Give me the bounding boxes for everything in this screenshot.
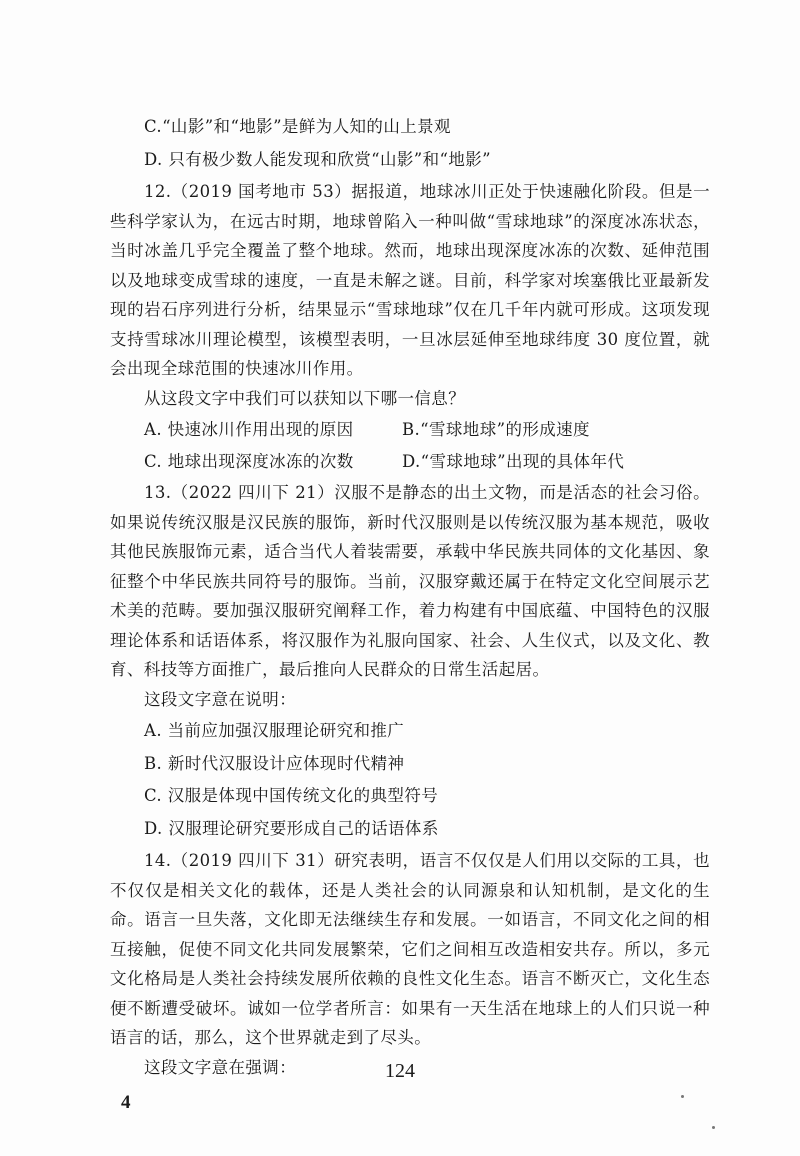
q12-option-b: B.“雪球地球”的形成速度: [402, 420, 590, 439]
question-14-text: 14.（2019 四川下 31）研究表明，语言不仅仅是人们用以交际的工具，也不仅仅是相关文化的载体，还是人类社会的认同源泉和认知机制，是文化的生命。语言一旦失落，文化即无法继续生存和发展。一如语言，不同文化之间的相互接触，促使不同文化共同发展繁荣，它们之间相互改造相安共存。所以，多元文化格局是人类社会持续发展所依赖的良性文化生态。语言不断灭亡，文化生态便不断遭受破坏。诚如一位学者所言：如果有一天生活在地球上的人们只说一种语言的话，那么，这个世界就走到了尽头。: [110, 851, 710, 1047]
scan-speck: [712, 1126, 715, 1129]
q13-option-c: C. 汉服是体现中国传统文化的典型符号: [144, 786, 439, 805]
question-13-text: 13.（2022 四川下 21）汉服不是静态的出土文物，而是活态的社会习俗。如果说传统汉服是汉民族的服饰，新时代汉服则是以传统汉服为基本规范，吸收其他民族服饰元素，适合当代人着装需要，承载中华民族共同体的文化基因、象征整个中华民族共同符号的服饰。当前，汉服穿戴还属于在特定文化空间展示艺术美的范畴。要加强汉服研究阐释工作，着力构建有中国底蕴、中国特色的汉服理论体系和话语体系，将汉服作为礼服向国家、社会、人生仪式，以及文化、教育、科技等方面推广，最后推向人民群众的日常生活起居。: [110, 483, 710, 679]
q12-option-d: D.“雪球地球”出现的具体年代: [402, 451, 625, 471]
page-number: 124: [385, 1060, 415, 1082]
q11-option-d: D. 只有极少数人能发现和欣赏“山影”和“地影”: [144, 149, 491, 169]
q13-option-d: D. 汉服理论研究要形成自己的话语体系: [144, 818, 439, 838]
scan-speck: [681, 1095, 684, 1098]
question-13-stem: 这段文字意在说明：: [144, 689, 297, 709]
q13-option-a: A. 当前应加强汉服理论研究和推广: [144, 721, 405, 740]
page-body: [110, 112, 710, 1084]
question-12-text: 12.（2019 国考地市 53）据报道，地球冰川正处于快速融化阶段。但是一些科学家认为，在远古时期，地球曾陷入一种叫做“雪球地球”的深度冰冻状态，当时冰盖几乎完全覆盖了整个地球。然而，地球出现深度冰冻的次数、延伸范围以及地球变成雪球的速度，一直是未解之谜。目前，科学家对埃塞俄比亚最新发现的岩石序列进行分析，结果显示“雪球地球”仅在几千年内就可形成。这项发现支持雪球冰川理论模型，该模型表明，一旦冰层延伸至地球纬度 30 度位置，就会出现全球范围的快速冰川作用。: [110, 182, 710, 378]
q12-option-c: C. 地球出现深度冰冻的次数: [144, 451, 354, 471]
question-14-stem: 这段文字意在强调：: [144, 1057, 297, 1077]
corner-mark: 4: [121, 1092, 131, 1113]
question-12-stem: 从这段文字中我们可以获知以下哪一信息？: [144, 388, 466, 408]
question-12-options-row-2: [110, 447, 710, 477]
q13-option-b: B. 新时代汉服设计应体现时代精神: [144, 753, 405, 773]
question-12-options-row-1: [110, 415, 710, 445]
q11-option-c: C.“山影”和“地影”是鲜为人知的山上景观: [144, 117, 451, 136]
q12-option-a: A. 快速冰川作用出现的原因: [144, 420, 354, 439]
